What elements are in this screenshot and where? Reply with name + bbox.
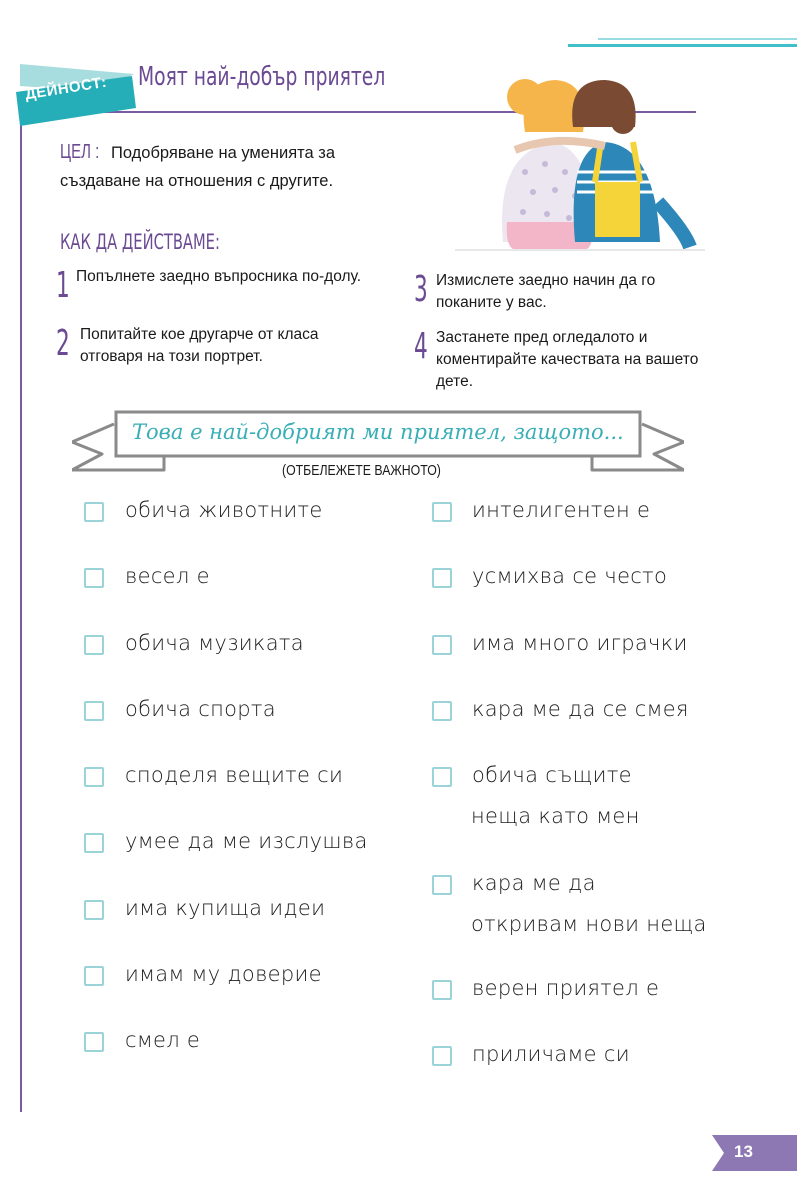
checklist-item-label: има купища идеи	[125, 896, 326, 920]
checkbox[interactable]	[432, 980, 452, 1000]
checklist-item-label: обича същите	[472, 763, 632, 787]
step-2	[56, 324, 376, 368]
checkbox[interactable]	[84, 701, 104, 721]
page-number: 13	[734, 1142, 753, 1161]
checklist-item-label: кара ме да се смея	[472, 697, 689, 721]
step-4	[414, 327, 704, 393]
checklist-item-label: смел е	[125, 1028, 201, 1052]
checklist-item-label: имам му доверие	[125, 962, 322, 986]
checklist-item-label: има много играчки	[472, 631, 688, 655]
checklist-item-label: весел е	[125, 564, 210, 588]
checkbox[interactable]	[432, 568, 452, 588]
checklist-item-label-line2: неща като мен	[471, 804, 640, 828]
goal-label: ЦЕЛ :	[60, 141, 100, 163]
checkbox[interactable]	[84, 568, 104, 588]
checklist-item-label: обича музиката	[125, 631, 304, 655]
checkbox[interactable]	[432, 767, 452, 787]
checklist-item-label: приличаме си	[472, 1042, 630, 1066]
checkbox[interactable]	[432, 1046, 452, 1066]
checklist-item-label: верен приятел е	[472, 976, 660, 1000]
step-number: 1	[56, 265, 70, 306]
activity-tag: ДЕЙНОСТ:	[23, 73, 109, 104]
top-decor-line	[568, 44, 797, 47]
checklist-item-label: интелигентен е	[472, 498, 651, 522]
step-3	[414, 270, 694, 314]
friends-illustration	[455, 72, 705, 252]
checkbox[interactable]	[84, 833, 104, 853]
step-number: 3	[414, 269, 428, 310]
mark-note: (ОТБЕЛЕЖЕТЕ ВАЖНОТО)	[282, 462, 441, 479]
checklist-item-label-line2: откривам нови неща	[471, 912, 707, 936]
checklist-item-label: умее да ме изслушва	[125, 829, 368, 853]
checkbox[interactable]	[84, 502, 104, 522]
step-text: Попълнете заедно въпросника по-долу.	[76, 268, 362, 285]
goal-block	[60, 138, 400, 195]
checkbox[interactable]	[432, 701, 452, 721]
checklist-item-label: кара ме да	[472, 871, 596, 895]
checklist-item-label: обича животните	[125, 498, 323, 522]
step-text: Измислете заедно начин да го поканите у вас.	[436, 272, 656, 311]
checkbox[interactable]	[432, 635, 452, 655]
step-text: Застанете пред огледалото и коментирайте качествата на вашето дете.	[436, 329, 699, 390]
checkbox[interactable]	[84, 1032, 104, 1052]
checkbox[interactable]	[84, 966, 104, 986]
how-to-heading: КАК ДА ДЕЙСТВАМЕ:	[60, 230, 220, 254]
margin-rule	[20, 112, 22, 1112]
checklist-item-label: споделя вещите си	[125, 763, 344, 787]
step-number: 4	[414, 326, 428, 367]
step-number: 2	[56, 323, 70, 364]
page-number-tab	[712, 1135, 797, 1171]
checklist-item-label: обича спорта	[125, 697, 276, 721]
checkbox[interactable]	[84, 767, 104, 787]
top-decor-line	[598, 38, 797, 40]
checkbox[interactable]	[432, 875, 452, 895]
checkbox[interactable]	[432, 502, 452, 522]
banner-text: Това е най-добрият ми приятел, защото...	[132, 420, 624, 444]
step-1	[56, 265, 376, 306]
checkbox[interactable]	[84, 900, 104, 920]
checklist-item-label: усмихва се често	[472, 564, 668, 588]
page-title: Моят най-добър приятел	[138, 62, 386, 92]
goal-text: Подобряване на уменията за създаване на отношения с другите.	[60, 144, 336, 190]
checkbox[interactable]	[84, 635, 104, 655]
step-text: Попитайте кое другарче от класа отговаря на този портрет.	[80, 326, 319, 365]
